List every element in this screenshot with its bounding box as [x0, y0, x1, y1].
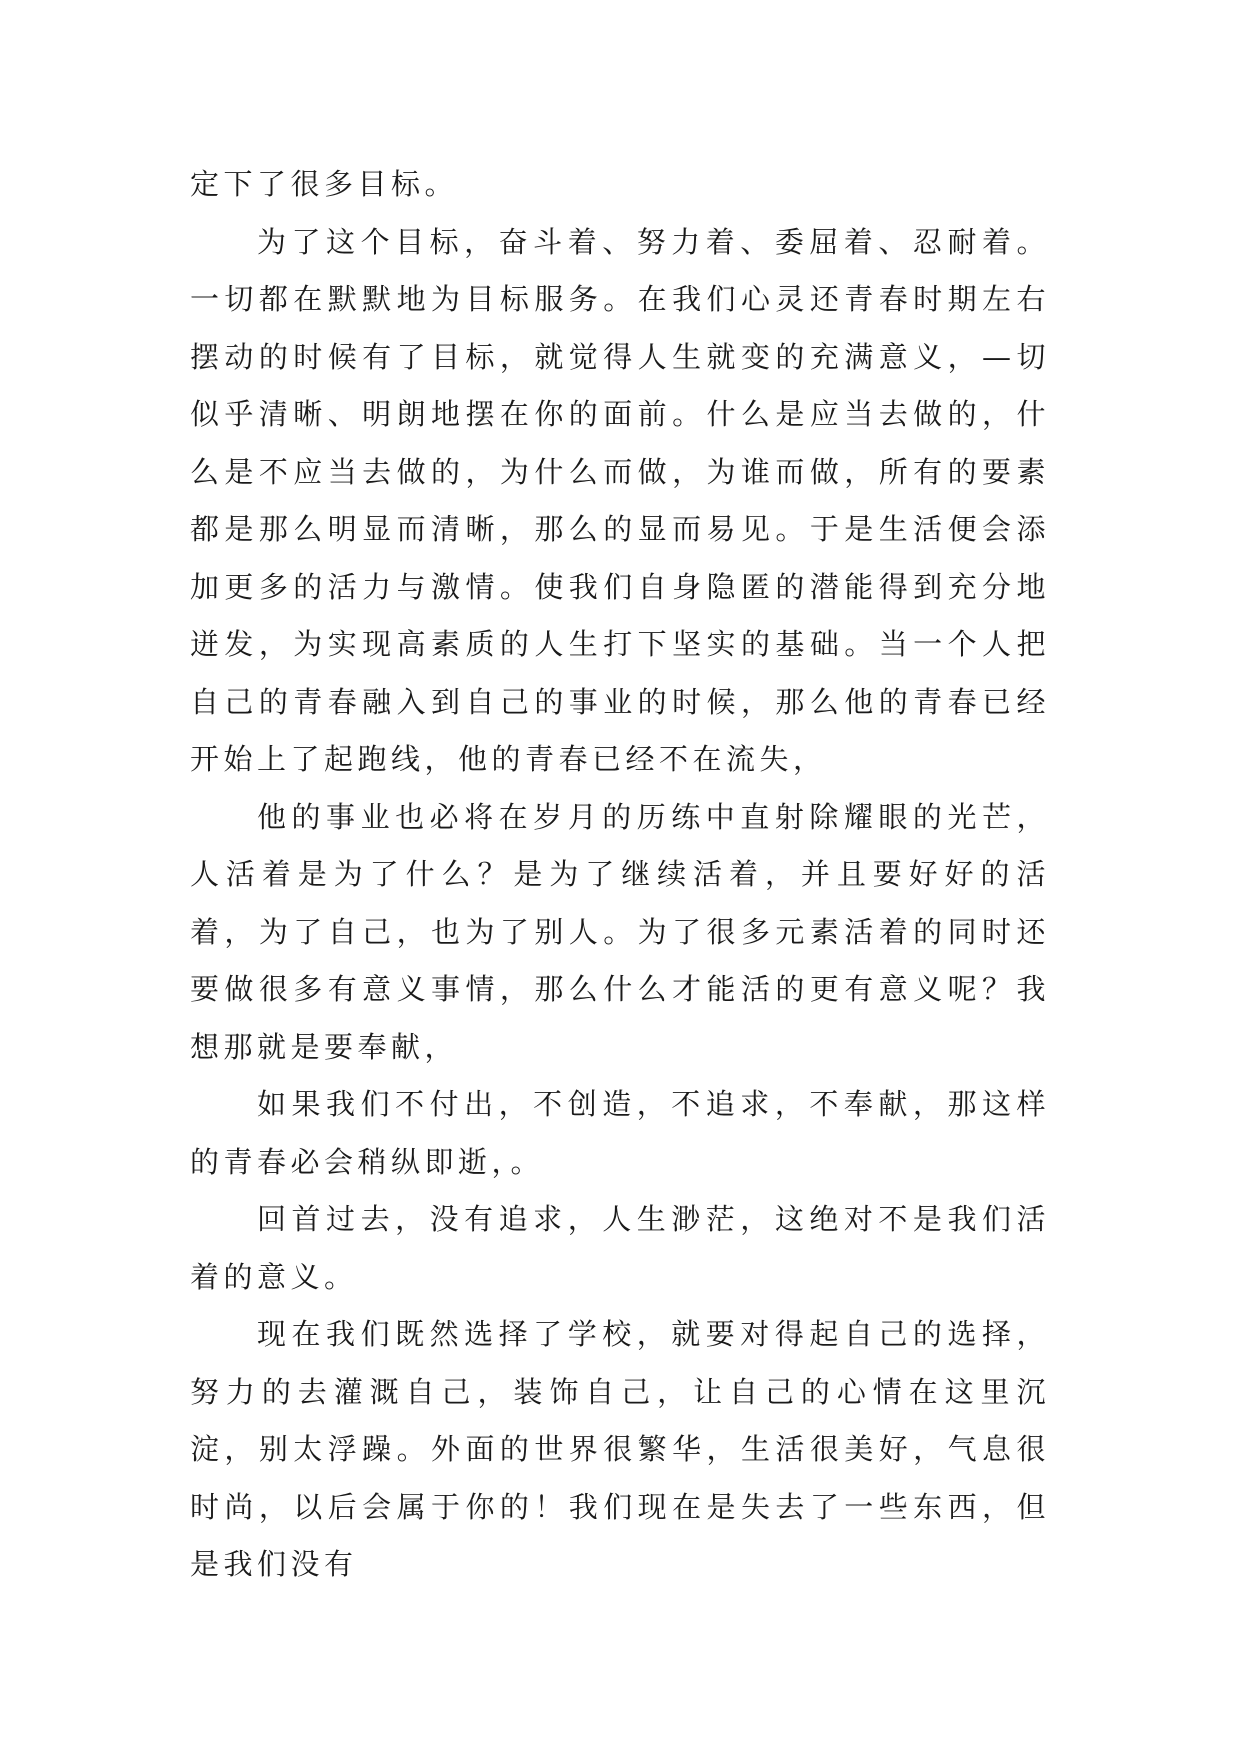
paragraph: 定下了很多目标。 [190, 167, 459, 201]
document-body [190, 156, 1050, 1594]
paragraph: 他的事业也必将在岁月的历练中直射除耀眼的光芒，人活着是为了什么？是为了继续活着，并且要好好的活着，为了自己，也为了别人。为了很多元素活着的同时还要做很多有意义事情，那么什么才能活的更有意义呢？我想那就是要奉献， [190, 799, 1050, 1064]
paragraph: 现在我们既然选择了学校，就要对得起自己的选择，努力的去灌溉自己，装饰自己，让自己的心情在这里沉淀，别太浮躁。外面的世界很繁华，生活很美好，气息很时尚，以后会属于你的！我们现在是失去了一些东西，但是我们没有 [190, 1317, 1050, 1581]
paragraph: 如果我们不付出，不创造，不追求，不奉献，那这样的青春必会稍纵即逝，。 [190, 1087, 1050, 1179]
paragraph: 回首过去，没有追求，人生渺茫，这绝对不是我们活着的意义。 [190, 1202, 1050, 1294]
paragraph: 为了这个目标，奋斗着、努力着、委屈着、忍耐着。一切都在默默地为目标服务。在我们心灵还青春时期左右摆动的时候有了目标，就觉得人生就变的充满意义，—切似乎清晰、明朗地摆在你的面前。什么是应当去做的，什么是不应当去做的，为什么而做，为谁而做，所有的要素都是那么明显而清晰，那么的显而易见。于是生活便会添加更多的活力与激情。使我们自身隐匿的潜能得到充分地迸发，为实现高素质的人生打下坚实的基础。当一个人把自己的青春融入到自己的事业的时候，那么他的青春已经开始上了起跑线，他的青春已经不在流失， [190, 224, 1050, 776]
